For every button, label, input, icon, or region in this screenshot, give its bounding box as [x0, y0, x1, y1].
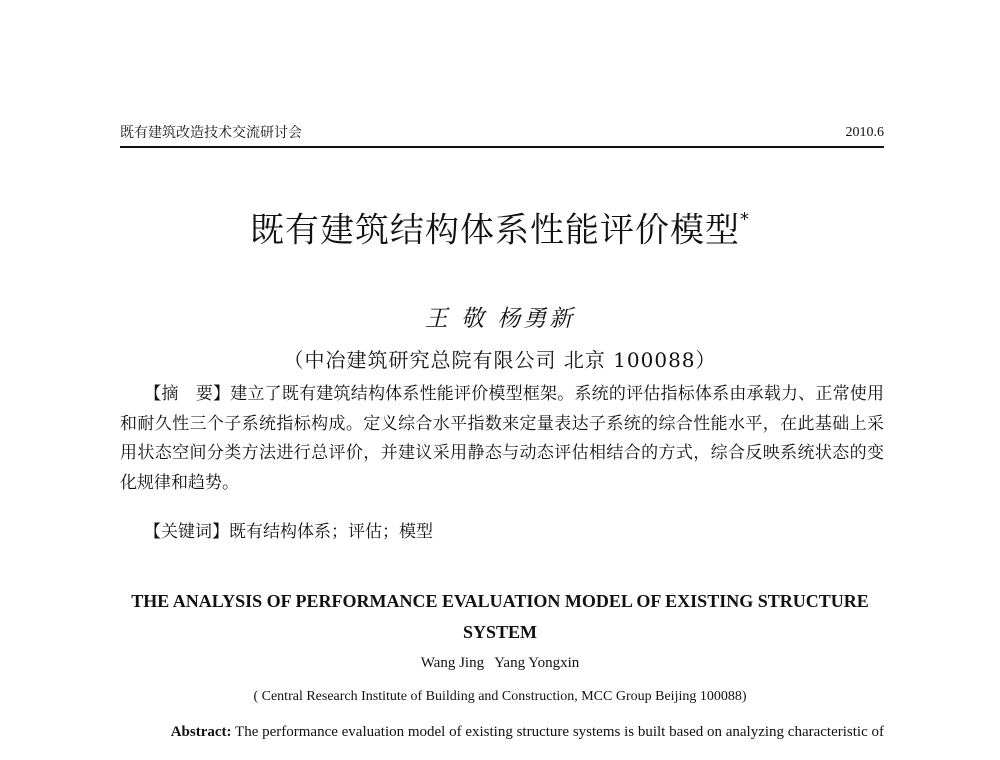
authors-cn: 王 敬 杨勇新: [424, 306, 576, 332]
keywords-cn: [144, 518, 884, 546]
abstract-cn-label: 【摘 要】: [144, 384, 231, 404]
paper-title-en: [110, 586, 890, 648]
paper-title-en-line1: THE ANALYSIS OF PERFORMANCE EVALUATION MODEL OF EXISTING STRUCTURE: [131, 591, 869, 611]
paper-title-text: 既有建筑结构体系性能评价模型: [250, 210, 740, 251]
affiliation-cn: （中冶建筑研究总院有限公司 北京 100088）: [283, 348, 717, 372]
authors-en: [0, 652, 1000, 674]
keywords-cn-label: 【关键词】: [144, 522, 229, 542]
abstract-cn-text: 建立了既有建筑结构体系性能评价模型框架。系统的评估指标体系由承载力、正常使用和耐久性三个子系统指标构成。定义综合水平指数来定量表达子系统的综合性能水平，在此基础上采用状态空间分类方法进行总评价，并建议采用静态与动态评估相结合的方式，综合反映系统状态的变化规律和趋势。: [120, 384, 885, 493]
abstract-cn: [120, 380, 884, 498]
title-footnote-mark: *: [740, 209, 750, 230]
abstract-en: [120, 720, 884, 744]
conference-name: 既有建筑改造技术交流研讨会: [120, 125, 302, 141]
author-en-2: Yang Yongxin: [494, 655, 580, 671]
keywords-cn-text: 既有结构体系；评估；模型: [229, 522, 433, 542]
abstract-en-label: Abstract:: [170, 724, 232, 740]
paper-title: [0, 200, 1000, 254]
affiliation-en: ( Central Research Institute of Building and Construction, MCC Group Beijing 100088): [253, 689, 747, 704]
paper-title-en-line2: SYSTEM: [462, 622, 538, 642]
header-rule: [120, 146, 884, 148]
running-header: [120, 122, 884, 144]
author-en-1: Wang Jing: [420, 655, 485, 671]
abstract-en-text: The performance evaluation model of existing structure systems is built based on analyzing characteristic of: [235, 724, 884, 740]
publication-date: 2010.6: [845, 125, 884, 140]
